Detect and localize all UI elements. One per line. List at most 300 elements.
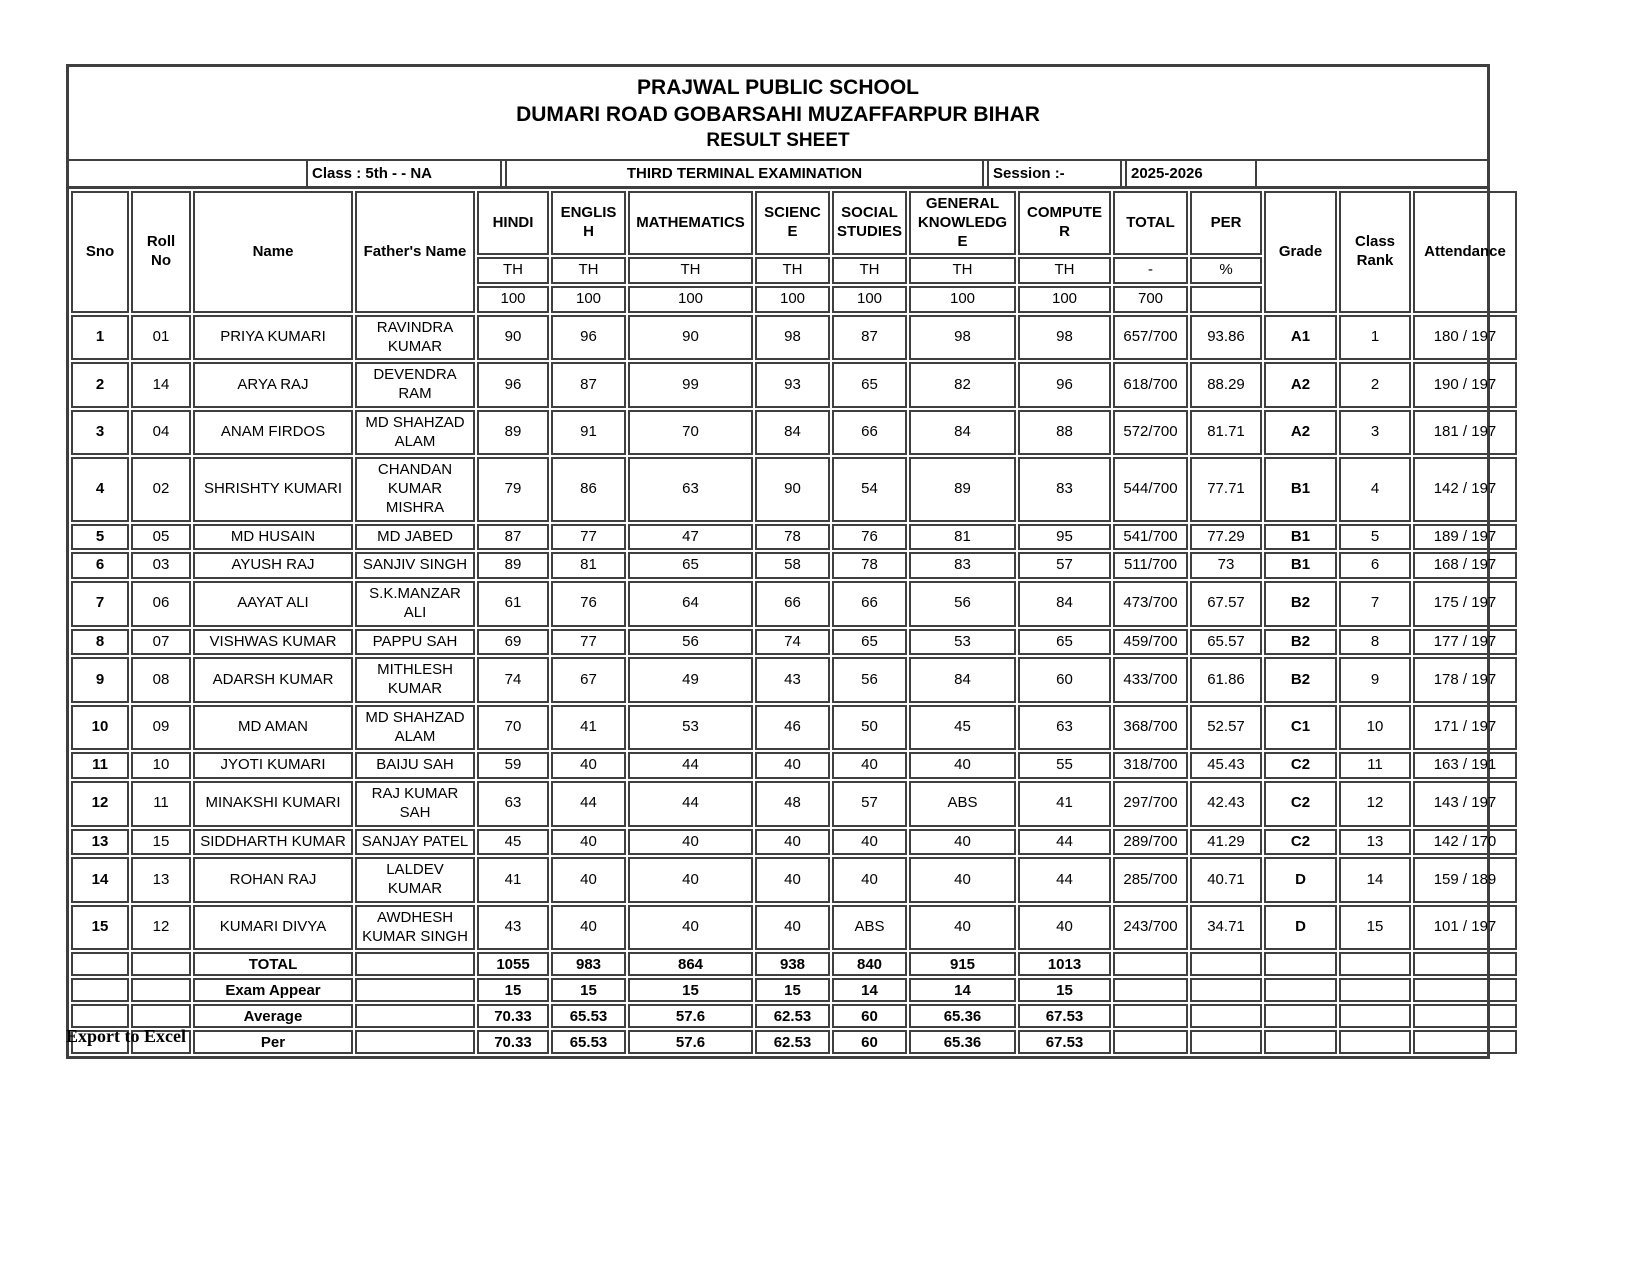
per-cell: 67.57: [1190, 581, 1262, 627]
student-row: [71, 315, 1517, 361]
mark-cell-social-studies: 40: [832, 752, 907, 779]
class-rank-cell: 11: [1339, 752, 1411, 779]
mark-cell-mathematics: 44: [628, 781, 753, 827]
class-rank-cell: 3: [1339, 410, 1411, 456]
sno-cell: 13: [71, 829, 129, 856]
empty-total-cell: [1113, 952, 1188, 976]
summary-value-cell-hindi: 15: [477, 978, 549, 1002]
summary-value-cell-mathematics: 864: [628, 952, 753, 976]
mark-cell-english: 44: [551, 781, 626, 827]
per-cell: 45.43: [1190, 752, 1262, 779]
mark-cell-english: 87: [551, 362, 626, 408]
mark-cell-social-studies: 65: [832, 362, 907, 408]
roll-no-cell: 03: [131, 552, 191, 579]
mark-cell-general-knowledge: 83: [909, 552, 1016, 579]
type-cell-general-knowledge: TH: [909, 257, 1016, 284]
attendance-cell: 101 / 197: [1413, 905, 1517, 951]
summary-value-cell-english: 983: [551, 952, 626, 976]
mark-cell-english: 77: [551, 629, 626, 656]
per-cell: 88.29: [1190, 362, 1262, 408]
summary-label-cell: TOTAL: [193, 952, 353, 976]
mark-cell-english: 96: [551, 315, 626, 361]
empty-sno-cell: [71, 952, 129, 976]
mark-cell-science: 84: [755, 410, 830, 456]
grade-cell: A2: [1264, 362, 1337, 408]
sno-cell: 4: [71, 457, 129, 521]
grade-cell: B1: [1264, 552, 1337, 579]
summary-label-cell: Average: [193, 1004, 353, 1028]
mark-cell-mathematics: 40: [628, 857, 753, 903]
max-cell-mathematics: 100: [628, 286, 753, 313]
roll-no-cell: 09: [131, 705, 191, 751]
summary-value-cell-english: 65.53: [551, 1030, 626, 1054]
total-cell: 511/700: [1113, 552, 1188, 579]
father-name-cell: SANJAY PATEL: [355, 829, 475, 856]
attendance-cell: 190 / 197: [1413, 362, 1517, 408]
summary-value-cell-general-knowledge: 65.36: [909, 1030, 1016, 1054]
mark-cell-science: 78: [755, 524, 830, 551]
roll-no-cell: 13: [131, 857, 191, 903]
col-header-hindi: HINDI: [477, 191, 549, 255]
mark-cell-social-studies: 50: [832, 705, 907, 751]
father-name-cell: SANJIV SINGH: [355, 552, 475, 579]
name-cell: ADARSH KUMAR: [193, 657, 353, 703]
sno-cell: 11: [71, 752, 129, 779]
total-cell: 318/700: [1113, 752, 1188, 779]
student-row: [71, 410, 1517, 456]
result-table: [69, 189, 1519, 1056]
mark-cell-english: 40: [551, 905, 626, 951]
mark-cell-mathematics: 40: [628, 905, 753, 951]
mark-cell-hindi: 70: [477, 705, 549, 751]
sno-cell: 6: [71, 552, 129, 579]
col-header-computer: COMPUTER: [1018, 191, 1111, 255]
max-cell-computer: 100: [1018, 286, 1111, 313]
mark-cell-general-knowledge: 40: [909, 829, 1016, 856]
total-cell: 297/700: [1113, 781, 1188, 827]
student-row: [71, 781, 1517, 827]
empty-per-cell: [1190, 1030, 1262, 1054]
type-cell-per: %: [1190, 257, 1262, 284]
col-header-social-studies: SOCIAL STUDIES: [832, 191, 907, 255]
mark-cell-science: 90: [755, 457, 830, 521]
mark-cell-mathematics: 40: [628, 829, 753, 856]
mark-cell-hindi: 87: [477, 524, 549, 551]
attendance-cell: 142 / 197: [1413, 457, 1517, 521]
grade-cell: C1: [1264, 705, 1337, 751]
per-cell: 52.57: [1190, 705, 1262, 751]
summary-value-cell-english: 65.53: [551, 1004, 626, 1028]
sno-cell: 1: [71, 315, 129, 361]
empty-grade-cell: [1264, 1030, 1337, 1054]
per-cell: 73: [1190, 552, 1262, 579]
mark-cell-social-studies: 76: [832, 524, 907, 551]
max-cell-science: 100: [755, 286, 830, 313]
mark-cell-english: 40: [551, 752, 626, 779]
mark-cell-hindi: 90: [477, 315, 549, 361]
col-header-name: Name: [193, 191, 353, 313]
attendance-cell: 189 / 197: [1413, 524, 1517, 551]
mark-cell-computer: 40: [1018, 905, 1111, 951]
father-name-cell: AWDHESH KUMAR SINGH: [355, 905, 475, 951]
mark-cell-computer: 60: [1018, 657, 1111, 703]
grade-cell: A1: [1264, 315, 1337, 361]
roll-no-cell: 01: [131, 315, 191, 361]
attendance-cell: 171 / 197: [1413, 705, 1517, 751]
attendance-cell: 159 / 189: [1413, 857, 1517, 903]
attendance-cell: 178 / 197: [1413, 657, 1517, 703]
empty-rank-cell: [1339, 1030, 1411, 1054]
mark-cell-hindi: 61: [477, 581, 549, 627]
mark-cell-hindi: 43: [477, 905, 549, 951]
mark-cell-hindi: 45: [477, 829, 549, 856]
summary-value-cell-general-knowledge: 14: [909, 978, 1016, 1002]
col-header-sno: Sno: [71, 191, 129, 313]
name-cell: AYUSH RAJ: [193, 552, 353, 579]
roll-no-cell: 12: [131, 905, 191, 951]
father-name-cell: MD SHAHZAD ALAM: [355, 410, 475, 456]
sno-cell: 2: [71, 362, 129, 408]
empty-grade-cell: [1264, 952, 1337, 976]
father-name-cell: MITHLESH KUMAR: [355, 657, 475, 703]
mark-cell-social-studies: 40: [832, 857, 907, 903]
summary-value-cell-science: 15: [755, 978, 830, 1002]
grade-cell: B1: [1264, 524, 1337, 551]
type-cell-science: TH: [755, 257, 830, 284]
total-cell: 368/700: [1113, 705, 1188, 751]
per-cell: 77.71: [1190, 457, 1262, 521]
empty-total-cell: [1113, 1004, 1188, 1028]
col-header-mathematics: MATHEMATICS: [628, 191, 753, 255]
father-name-cell: MD SHAHZAD ALAM: [355, 705, 475, 751]
summary-label-cell: Exam Appear: [193, 978, 353, 1002]
mark-cell-mathematics: 64: [628, 581, 753, 627]
class-rank-cell: 9: [1339, 657, 1411, 703]
roll-no-cell: 08: [131, 657, 191, 703]
mark-cell-hindi: 74: [477, 657, 549, 703]
mark-cell-science: 74: [755, 629, 830, 656]
title-block: [69, 67, 1487, 159]
class-rank-cell: 12: [1339, 781, 1411, 827]
mark-cell-science: 43: [755, 657, 830, 703]
empty-sno-cell: [71, 978, 129, 1002]
summary-value-cell-general-knowledge: 915: [909, 952, 1016, 976]
type-cell-social-studies: TH: [832, 257, 907, 284]
class-rank-cell: 13: [1339, 829, 1411, 856]
type-cell-hindi: TH: [477, 257, 549, 284]
class-label: Class : 5th - - NA: [306, 161, 502, 186]
grade-cell: A2: [1264, 410, 1337, 456]
attendance-cell: 168 / 197: [1413, 552, 1517, 579]
mark-cell-english: 40: [551, 829, 626, 856]
max-cell-per: [1190, 286, 1262, 313]
total-cell: 459/700: [1113, 629, 1188, 656]
sno-cell: 10: [71, 705, 129, 751]
summary-value-cell-social-studies: 60: [832, 1004, 907, 1028]
grade-cell: B2: [1264, 581, 1337, 627]
sno-cell: 8: [71, 629, 129, 656]
mark-cell-social-studies: 87: [832, 315, 907, 361]
mark-cell-general-knowledge: 84: [909, 657, 1016, 703]
grade-cell: B2: [1264, 657, 1337, 703]
col-header-class-rank: Class Rank: [1339, 191, 1411, 313]
roll-no-cell: 02: [131, 457, 191, 521]
mark-cell-english: 91: [551, 410, 626, 456]
mark-cell-english: 40: [551, 857, 626, 903]
mark-cell-mathematics: 47: [628, 524, 753, 551]
col-header-science: SCIENCE: [755, 191, 830, 255]
max-cell-total: 700: [1113, 286, 1188, 313]
summary-value-cell-hindi: 70.33: [477, 1004, 549, 1028]
exam-title: THIRD TERMINAL EXAMINATION: [505, 161, 984, 186]
student-row: [71, 657, 1517, 703]
mark-cell-general-knowledge: 82: [909, 362, 1016, 408]
mark-cell-mathematics: 53: [628, 705, 753, 751]
class-rank-cell: 5: [1339, 524, 1411, 551]
attendance-cell: 163 / 191: [1413, 752, 1517, 779]
student-row: [71, 552, 1517, 579]
roll-no-cell: 04: [131, 410, 191, 456]
mark-cell-general-knowledge: 40: [909, 857, 1016, 903]
mark-cell-english: 41: [551, 705, 626, 751]
info-bar: [69, 159, 1487, 189]
total-cell: 473/700: [1113, 581, 1188, 627]
export-to-excel-link[interactable]: Export to Excel: [66, 1026, 186, 1046]
grade-cell: D: [1264, 857, 1337, 903]
per-cell: 65.57: [1190, 629, 1262, 656]
mark-cell-general-knowledge: 56: [909, 581, 1016, 627]
mark-cell-mathematics: 44: [628, 752, 753, 779]
mark-cell-science: 40: [755, 905, 830, 951]
attendance-cell: 175 / 197: [1413, 581, 1517, 627]
empty-rank-cell: [1339, 1004, 1411, 1028]
result-sheet: [66, 64, 1506, 1059]
class-rank-cell: 7: [1339, 581, 1411, 627]
summary-value-cell-social-studies: 14: [832, 978, 907, 1002]
roll-no-cell: 15: [131, 829, 191, 856]
class-rank-cell: 6: [1339, 552, 1411, 579]
summary-value-cell-computer: 15: [1018, 978, 1111, 1002]
name-cell: ROHAN RAJ: [193, 857, 353, 903]
roll-no-cell: 05: [131, 524, 191, 551]
mark-cell-mathematics: 70: [628, 410, 753, 456]
summary-value-cell-hindi: 1055: [477, 952, 549, 976]
mark-cell-hindi: 69: [477, 629, 549, 656]
student-row: [71, 905, 1517, 951]
mark-cell-hindi: 89: [477, 410, 549, 456]
father-name-cell: LALDEV KUMAR: [355, 857, 475, 903]
summary-value-cell-science: 938: [755, 952, 830, 976]
mark-cell-hindi: 59: [477, 752, 549, 779]
summary-value-cell-social-studies: 840: [832, 952, 907, 976]
mark-cell-hindi: 79: [477, 457, 549, 521]
empty-attendance-cell: [1413, 952, 1517, 976]
name-cell: SHRISHTY KUMARI: [193, 457, 353, 521]
name-cell: AAYAT ALI: [193, 581, 353, 627]
mark-cell-science: 48: [755, 781, 830, 827]
mark-cell-english: 76: [551, 581, 626, 627]
mark-cell-social-studies: 66: [832, 581, 907, 627]
sno-cell: 3: [71, 410, 129, 456]
mark-cell-hindi: 63: [477, 781, 549, 827]
mark-cell-social-studies: 78: [832, 552, 907, 579]
per-cell: 41.29: [1190, 829, 1262, 856]
class-rank-cell: 2: [1339, 362, 1411, 408]
max-cell-social-studies: 100: [832, 286, 907, 313]
mark-cell-science: 40: [755, 829, 830, 856]
mark-cell-social-studies: 54: [832, 457, 907, 521]
total-cell: 289/700: [1113, 829, 1188, 856]
mark-cell-general-knowledge: 84: [909, 410, 1016, 456]
empty-rank-cell: [1339, 978, 1411, 1002]
empty-attendance-cell: [1413, 1030, 1517, 1054]
sno-cell: 12: [71, 781, 129, 827]
mark-cell-english: 86: [551, 457, 626, 521]
sno-cell: 15: [71, 905, 129, 951]
mark-cell-computer: 83: [1018, 457, 1111, 521]
summary-value-cell-computer: 67.53: [1018, 1004, 1111, 1028]
attendance-cell: 181 / 197: [1413, 410, 1517, 456]
mark-cell-english: 67: [551, 657, 626, 703]
mark-cell-general-knowledge: ABS: [909, 781, 1016, 827]
mark-cell-computer: 98: [1018, 315, 1111, 361]
per-cell: 93.86: [1190, 315, 1262, 361]
mark-cell-social-studies: ABS: [832, 905, 907, 951]
col-header-father-name: Father's Name: [355, 191, 475, 313]
mark-cell-mathematics: 56: [628, 629, 753, 656]
attendance-cell: 142 / 170: [1413, 829, 1517, 856]
school-address: DUMARI ROAD GOBARSAHI MUZAFFARPUR BIHAR: [516, 103, 1040, 126]
name-cell: MD HUSAIN: [193, 524, 353, 551]
total-cell: 657/700: [1113, 315, 1188, 361]
empty-roll-cell: [131, 978, 191, 1002]
student-row: [71, 362, 1517, 408]
total-cell: 572/700: [1113, 410, 1188, 456]
class-rank-cell: 10: [1339, 705, 1411, 751]
name-cell: SIDDHARTH KUMAR: [193, 829, 353, 856]
name-cell: JYOTI KUMARI: [193, 752, 353, 779]
grade-cell: D: [1264, 905, 1337, 951]
class-rank-cell: 1: [1339, 315, 1411, 361]
mark-cell-mathematics: 90: [628, 315, 753, 361]
class-rank-cell: 15: [1339, 905, 1411, 951]
mark-cell-general-knowledge: 40: [909, 905, 1016, 951]
max-cell-english: 100: [551, 286, 626, 313]
session-value: 2025-2026: [1125, 161, 1257, 186]
total-cell: 541/700: [1113, 524, 1188, 551]
student-row: [71, 705, 1517, 751]
mark-cell-mathematics: 49: [628, 657, 753, 703]
mark-cell-social-studies: 56: [832, 657, 907, 703]
summary-value-cell-mathematics: 57.6: [628, 1004, 753, 1028]
name-cell: PRIYA KUMARI: [193, 315, 353, 361]
empty-grade-cell: [1264, 978, 1337, 1002]
per-cell: 40.71: [1190, 857, 1262, 903]
summary-value-cell-science: 62.53: [755, 1004, 830, 1028]
father-name-cell: MD JABED: [355, 524, 475, 551]
per-cell: 34.71: [1190, 905, 1262, 951]
father-name-cell: RAVINDRA KUMAR: [355, 315, 475, 361]
name-cell: MD AMAN: [193, 705, 353, 751]
empty-father-cell: [355, 978, 475, 1002]
mark-cell-english: 77: [551, 524, 626, 551]
mark-cell-mathematics: 63: [628, 457, 753, 521]
empty-total-cell: [1113, 1030, 1188, 1054]
mark-cell-computer: 88: [1018, 410, 1111, 456]
father-name-cell: DEVENDRA RAM: [355, 362, 475, 408]
student-row: [71, 581, 1517, 627]
student-row: [71, 457, 1517, 521]
max-cell-general-knowledge: 100: [909, 286, 1016, 313]
mark-cell-computer: 84: [1018, 581, 1111, 627]
grade-cell: C2: [1264, 752, 1337, 779]
name-cell: MINAKSHI KUMARI: [193, 781, 353, 827]
student-row: [71, 524, 1517, 551]
mark-cell-computer: 96: [1018, 362, 1111, 408]
class-rank-cell: 4: [1339, 457, 1411, 521]
empty-father-cell: [355, 952, 475, 976]
mark-cell-hindi: 89: [477, 552, 549, 579]
name-cell: ARYA RAJ: [193, 362, 353, 408]
student-row: [71, 829, 1517, 856]
mark-cell-computer: 57: [1018, 552, 1111, 579]
mark-cell-social-studies: 66: [832, 410, 907, 456]
mark-cell-computer: 44: [1018, 857, 1111, 903]
col-header-per: PER: [1190, 191, 1262, 255]
col-header-roll-no: Roll No: [131, 191, 191, 313]
empty-roll-cell: [131, 952, 191, 976]
attendance-cell: 143 / 197: [1413, 781, 1517, 827]
mark-cell-social-studies: 65: [832, 629, 907, 656]
mark-cell-computer: 41: [1018, 781, 1111, 827]
mark-cell-science: 98: [755, 315, 830, 361]
grade-cell: B2: [1264, 629, 1337, 656]
per-cell: 77.29: [1190, 524, 1262, 551]
student-row: [71, 857, 1517, 903]
father-name-cell: PAPPU SAH: [355, 629, 475, 656]
mark-cell-hindi: 41: [477, 857, 549, 903]
empty-sno-cell: [71, 1004, 129, 1028]
mark-cell-mathematics: 99: [628, 362, 753, 408]
type-cell-mathematics: TH: [628, 257, 753, 284]
roll-no-cell: 14: [131, 362, 191, 408]
header-row-subjects: [71, 191, 1517, 255]
roll-no-cell: 07: [131, 629, 191, 656]
total-cell: 544/700: [1113, 457, 1188, 521]
mark-cell-general-knowledge: 45: [909, 705, 1016, 751]
empty-father-cell: [355, 1030, 475, 1054]
mark-cell-science: 40: [755, 857, 830, 903]
sno-cell: 5: [71, 524, 129, 551]
summary-row: [71, 952, 1517, 976]
grade-cell: C2: [1264, 829, 1337, 856]
summary-value-cell-computer: 67.53: [1018, 1030, 1111, 1054]
father-name-cell: BAIJU SAH: [355, 752, 475, 779]
mark-cell-mathematics: 65: [628, 552, 753, 579]
empty-per-cell: [1190, 978, 1262, 1002]
col-header-attendance: Attendance: [1413, 191, 1517, 313]
name-cell: KUMARI DIVYA: [193, 905, 353, 951]
mark-cell-computer: 55: [1018, 752, 1111, 779]
total-cell: 285/700: [1113, 857, 1188, 903]
per-cell: 81.71: [1190, 410, 1262, 456]
empty-per-cell: [1190, 952, 1262, 976]
grade-cell: C2: [1264, 781, 1337, 827]
mark-cell-science: 46: [755, 705, 830, 751]
roll-no-cell: 11: [131, 781, 191, 827]
mark-cell-hindi: 96: [477, 362, 549, 408]
mark-cell-science: 58: [755, 552, 830, 579]
